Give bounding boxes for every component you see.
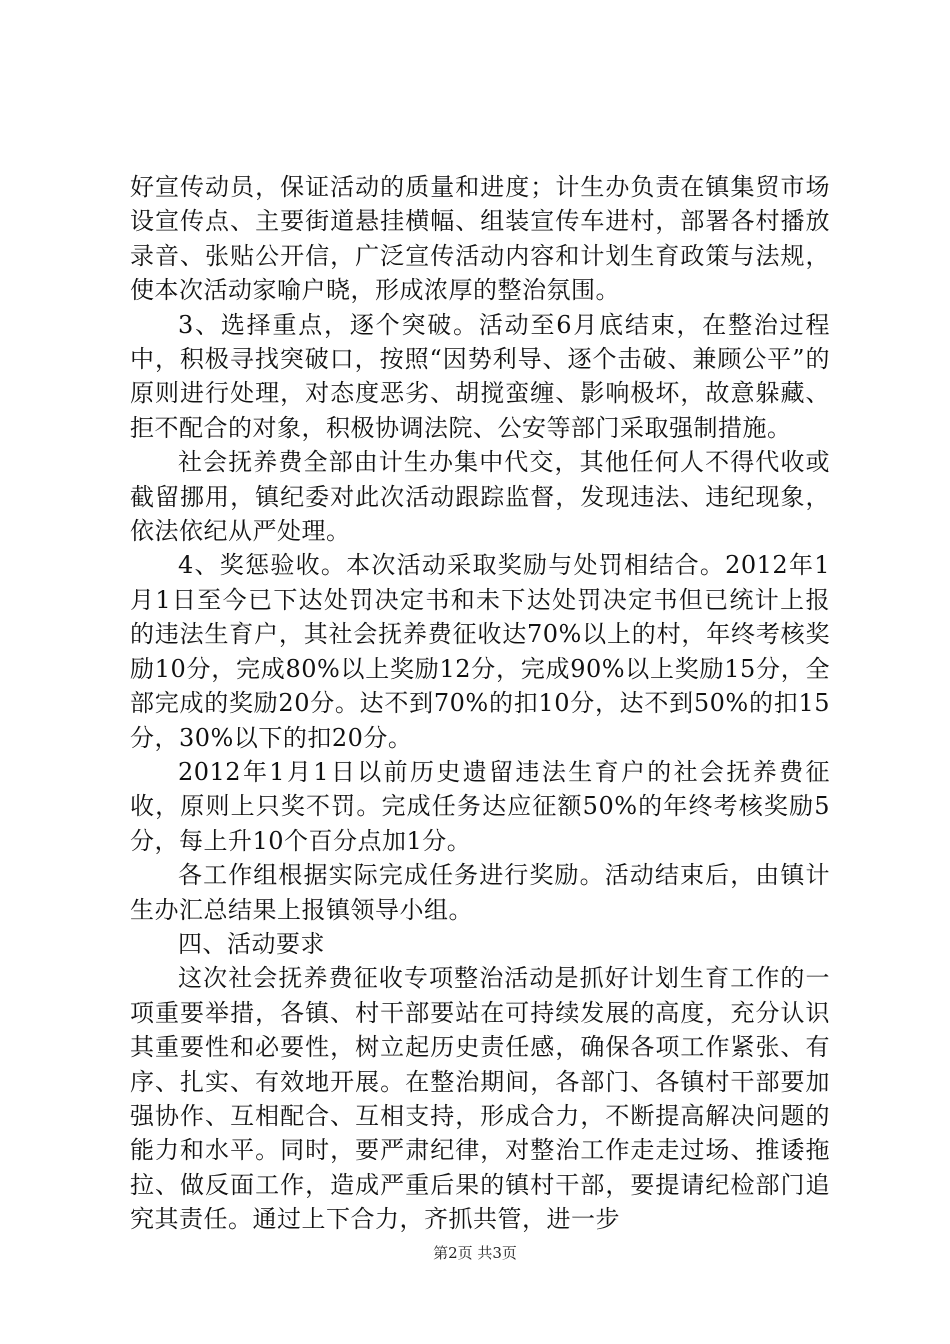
document-body [130, 170, 830, 1237]
paragraph-5: 2012年1月1日以前历史遗留违法生育户的社会抚养费征收，原则上只奖不罚。完成任务达应征额50%的年终考核奖励5分，每上升10个百分点加1分。 [130, 757, 830, 855]
paragraph-6: 各工作组根据实际完成任务进行奖励。活动结束后，由镇计生办汇总结果上报镇领导小组。 [130, 861, 830, 924]
page-number-footer: 第2页 共3页 [433, 1244, 517, 1262]
paragraph-3: 社会抚养费全部由计生办集中代交，其他任何人不得代收或截留挪用，镇纪委对此次活动跟踪监督，发现违法、违纪现象，依法依纪从严处理。 [130, 448, 830, 546]
paragraph-4: 4、奖惩验收。本次活动采取奖励与处罚相结合。2012年1月1日至今已下达处罚决定书和未下达处罚决定书但已统计上报的违法生育户，其社会抚养费征收达70%以上的村，年终考核奖励10分，完成80%以上奖励12分，完成90%以上奖励15分，全部完成的奖励20分。达不到70%的扣10分，达不到50%的扣15分，30%以下的扣20分。 [130, 551, 830, 752]
paragraph-2: 3、选择重点，逐个突破。活动至6月底结束，在整治过程中，积极寻找突破口，按照“因势利导、逐个击破、兼顾公平”的原则进行处理，对态度恶劣、胡搅蛮缠、影响极坏，故意躲藏、拒不配合的对象，积极协调法院、公安等部门采取强制措施。 [130, 310, 830, 442]
paragraph-7: 这次社会抚养费征收专项整治活动是抓好计划生育工作的一项重要举措，各镇、村干部要站在可持续发展的高度，充分认识其重要性和必要性，树立起历史责任感，确保各项工作紧张、有序、扎实、有效地开展。在整治期间，各部门、各镇村干部要加强协作、互相配合、互相支持，形成合力，不断提高解决问题的能力和水平。同时，要严肃纪律，对整治工作走走过场、推诿拖拉、做反面工作，造成严重后果的镇村干部，要提请纪检部门追究其责任。通过上下合力，齐抓共管，进一步 [130, 964, 830, 1234]
section-heading: 四、活动要求 [178, 929, 325, 958]
paragraph-1: 好宣传动员，保证活动的质量和进度；计生办负责在镇集贸市场设宣传点、主要街道悬挂横幅、组装宣传车进村，部署各村播放录音、张贴公开信，广泛宣传活动内容和计划生育政策与法规，使本次活动家喻户晓，形成浓厚的整治氛围。 [130, 173, 830, 305]
